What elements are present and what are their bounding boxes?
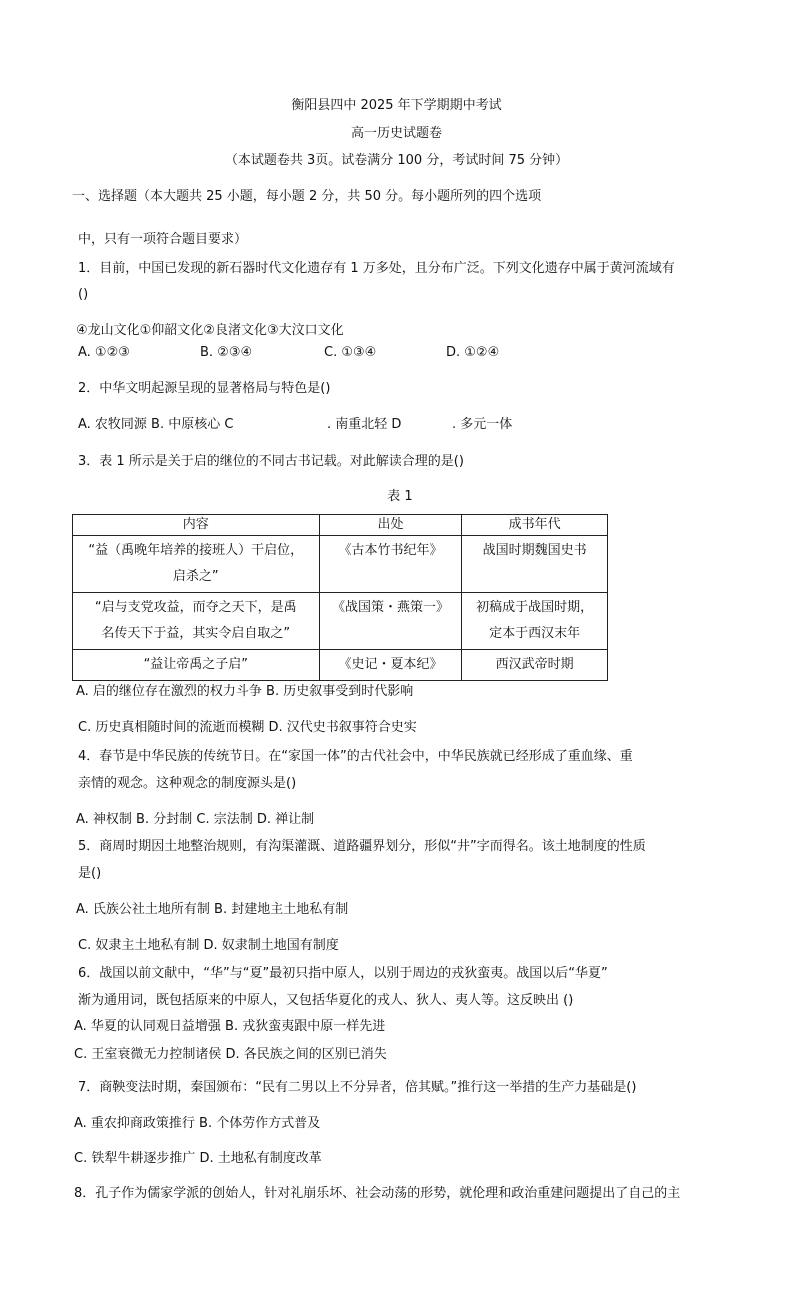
q3-options-cd: C. 历史真相随时间的流逝而模糊 D. 汉代史书叙事符合史实 xyxy=(78,720,417,735)
subject-title: 高一历史试题卷 xyxy=(350,126,442,141)
table-header-row xyxy=(73,515,608,536)
q1-stem-l1: 1．目前，中国已发现的新石器时代文化遗存有 1 万多处，且分布广泛。下列文化遗存中属于黄河流域有 xyxy=(78,261,675,276)
q6-options-ab: A. 华夏的认同观日益增强 B. 戎狄蛮夷跟中原一样先进 xyxy=(74,1019,386,1034)
table-row xyxy=(73,593,608,650)
table-cell-era xyxy=(462,593,608,650)
table-title: 表 1 xyxy=(387,489,413,504)
q3-stem: 3．表 1 所示是关于启的继位的不同古书记载。对此解读合理的是() xyxy=(78,454,464,469)
q3-table xyxy=(72,514,608,681)
table-row xyxy=(73,650,608,681)
q7-options-ab: A. 重农抑商政策推行 B. 个体劳作方式普及 xyxy=(74,1116,321,1131)
table-header-era: 成书年代 xyxy=(462,515,608,536)
q5-options-cd: C. 奴隶主土地私有制 D. 奴隶制土地国有制度 xyxy=(78,938,339,953)
table-header-source: 出处 xyxy=(319,515,462,536)
q6-options-cd: C. 王室衰微无力控制诸侯 D. 各民族之间的区别已消失 xyxy=(74,1047,387,1062)
q2-options-ab: A. 农牧同源 B. 中原核心 C xyxy=(78,417,234,432)
q2-stem: 2．中华文明起源呈现的显著格局与特色是() xyxy=(78,381,331,396)
exam-note: （本试题卷共 3页。试卷满分 100 分，考试时间 75 分钟） xyxy=(224,153,569,168)
exam-title: 衡阳县四中 2025 年下学期期中考试 xyxy=(291,98,502,113)
q6-stem-l1: 6．战国以前文献中，“华”与“夏”最初只指中原人，以别于周边的戎狄蛮夷。战国以后“华夏” xyxy=(78,966,608,981)
q2-option-c: . 南重北轻 D xyxy=(327,417,402,432)
table-cell-source: 《史记・夏本纪》 xyxy=(319,650,462,681)
cell-line: 启杀之” xyxy=(172,569,219,584)
q5-options-ab: A. 氏族公社土地所有制 B. 封建地主土地私有制 xyxy=(76,902,349,917)
table-cell-source: 《古本竹书纪年》 xyxy=(319,536,462,593)
q2-option-d: . 多元一体 xyxy=(452,417,513,432)
cell-line: 定本于西汉末年 xyxy=(489,626,581,641)
q1-option-a: A. ①②③ xyxy=(78,345,130,360)
q1-option-b: B. ②③④ xyxy=(200,345,253,360)
q3-options-ab: A. 启的继位存在激烈的权力斗争 B. 历史叙事受到时代影响 xyxy=(76,684,414,699)
q1-option-c: C. ①③④ xyxy=(324,345,377,360)
section-heading-l1: 一、选择题（本大题共 25 小题，每小题 2 分，共 50 分。每小题所列的四个选项 xyxy=(72,189,542,204)
q1-stem-l2: () xyxy=(78,287,89,302)
q4-stem-l2: 亲情的观念。这种观念的制度源头是() xyxy=(78,776,297,791)
table-row xyxy=(73,536,608,593)
cell-line: 初稿成于战国时期， xyxy=(476,600,594,615)
cell-line: “益（禹晚年培养的接班人）干启位， xyxy=(88,543,304,558)
table-cell-content xyxy=(73,593,320,650)
q5-stem-l1: 5．商周时期因土地整治规则，有沟渠灌溉、道路疆界划分，形似“井”字而得名。该土地制度的性质 xyxy=(78,839,646,854)
section-heading-l2: 中，只有一项符合题目要求） xyxy=(78,232,248,247)
q4-stem-l1: 4．春节是中华民族的传统节日。在“家国一体”的古代社会中，中华民族就已经形成了重血缘、重 xyxy=(78,749,633,764)
cell-line: “启与支党攻益，而夺之天下，是禹 xyxy=(94,600,297,615)
q7-options-cd: C. 铁犁牛耕逐步推广 D. 土地私有制度改革 xyxy=(74,1151,322,1166)
q6-stem-l2: 渐为通用词，既包括原来的中原人，又包括华夏化的戎人、狄人、夷人等。这反映出 () xyxy=(78,993,574,1008)
q7-stem: 7．商鞅变法时期，秦国颁布：“民有二男以上不分异者，倍其赋。”推行这一举措的生产力基础是() xyxy=(78,1080,637,1095)
table-cell-era: 战国时期魏国史书 xyxy=(462,536,608,593)
q8-stem: 8．孔子作为儒家学派的创始人，针对礼崩乐坏、社会动荡的形势，就伦理和政治重建问题提出了自己的主 xyxy=(74,1186,681,1201)
q4-options: A. 神权制 B. 分封制 C. 宗法制 D. 禅让制 xyxy=(76,812,315,827)
table-cell-content: “益让帝禹之子启” xyxy=(73,650,320,681)
cell-line: 名传天下于益，其实令启自取之” xyxy=(101,626,291,641)
q1-items: ④龙山文化①仰韶文化②良渚文化③大汶口文化 xyxy=(76,323,344,338)
table-cell-source: 《战国策・燕策一》 xyxy=(319,593,462,650)
q1-option-d: D. ①②④ xyxy=(446,345,500,360)
table-cell-era: 西汉武帝时期 xyxy=(462,650,608,681)
table-cell-content xyxy=(73,536,320,593)
q5-stem-l2: 是() xyxy=(78,866,102,881)
table-header-content: 内容 xyxy=(73,515,320,536)
